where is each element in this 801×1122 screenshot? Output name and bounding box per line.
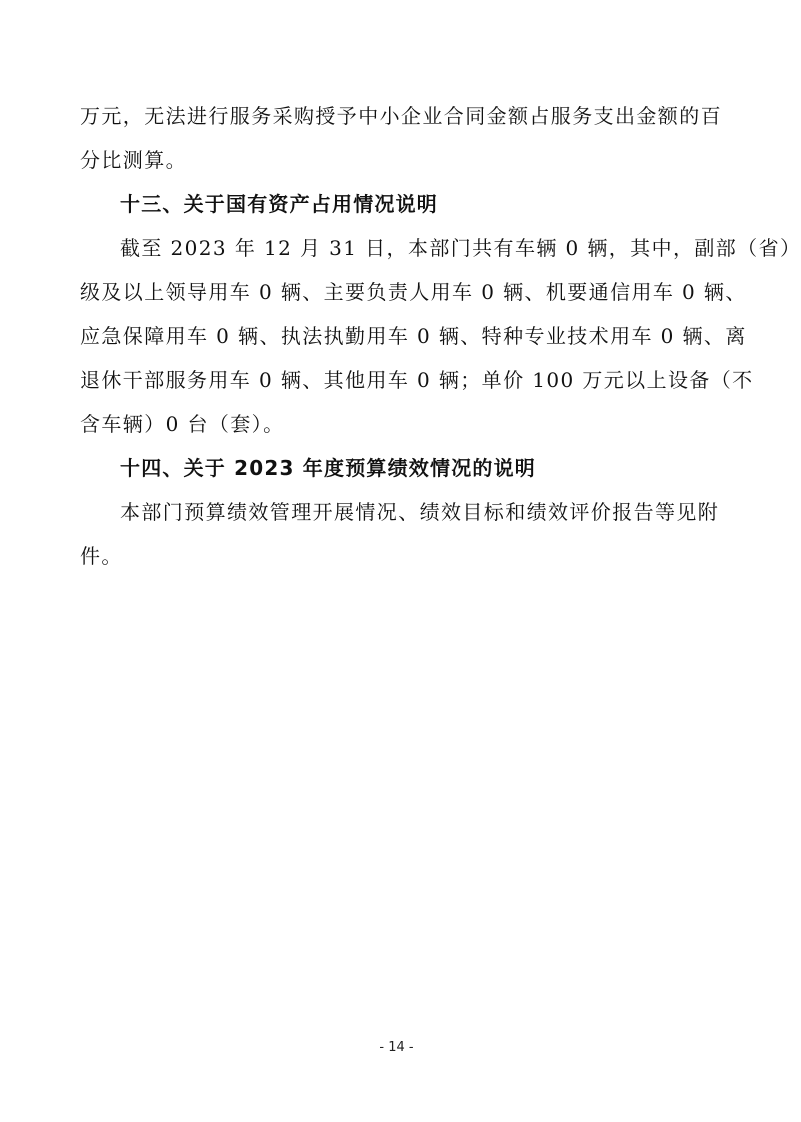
page-number: - 14 - [379, 1040, 414, 1055]
paragraph-line: 截至 2023 年 12 月 31 日，本部门共有车辆 0 辆，其中，副部（省） [120, 236, 801, 260]
paragraph-line: 件。 [80, 544, 123, 568]
paragraph-line: 本部门预算绩效管理开展情况、绩效目标和绩效评价报告等见附 [120, 500, 720, 524]
paragraph-line: 退休干部服务用车 0 辆、其他用车 0 辆；单价 100 万元以上设备（不 [80, 368, 754, 392]
section-14-heading: 十四、关于 2023 年度预算绩效情况的说明 [120, 456, 536, 480]
paragraph-line: 万元，无法进行服务采购授予中小企业合同金额占服务支出金额的百 [80, 104, 722, 128]
paragraph-line: 应急保障用车 0 辆、执法执勤用车 0 辆、特种专业技术用车 0 辆、离 [80, 324, 747, 348]
paragraph-line: 分比测算。 [80, 148, 187, 172]
document-body [80, 94, 801, 578]
section-13-heading: 十三、关于国有资产占用情况说明 [120, 192, 438, 216]
paragraph-line: 级及以上领导用车 0 辆、主要负责人用车 0 辆、机要通信用车 0 辆、 [80, 280, 747, 304]
paragraph-line: 含车辆）0 台（套）。 [80, 412, 285, 436]
